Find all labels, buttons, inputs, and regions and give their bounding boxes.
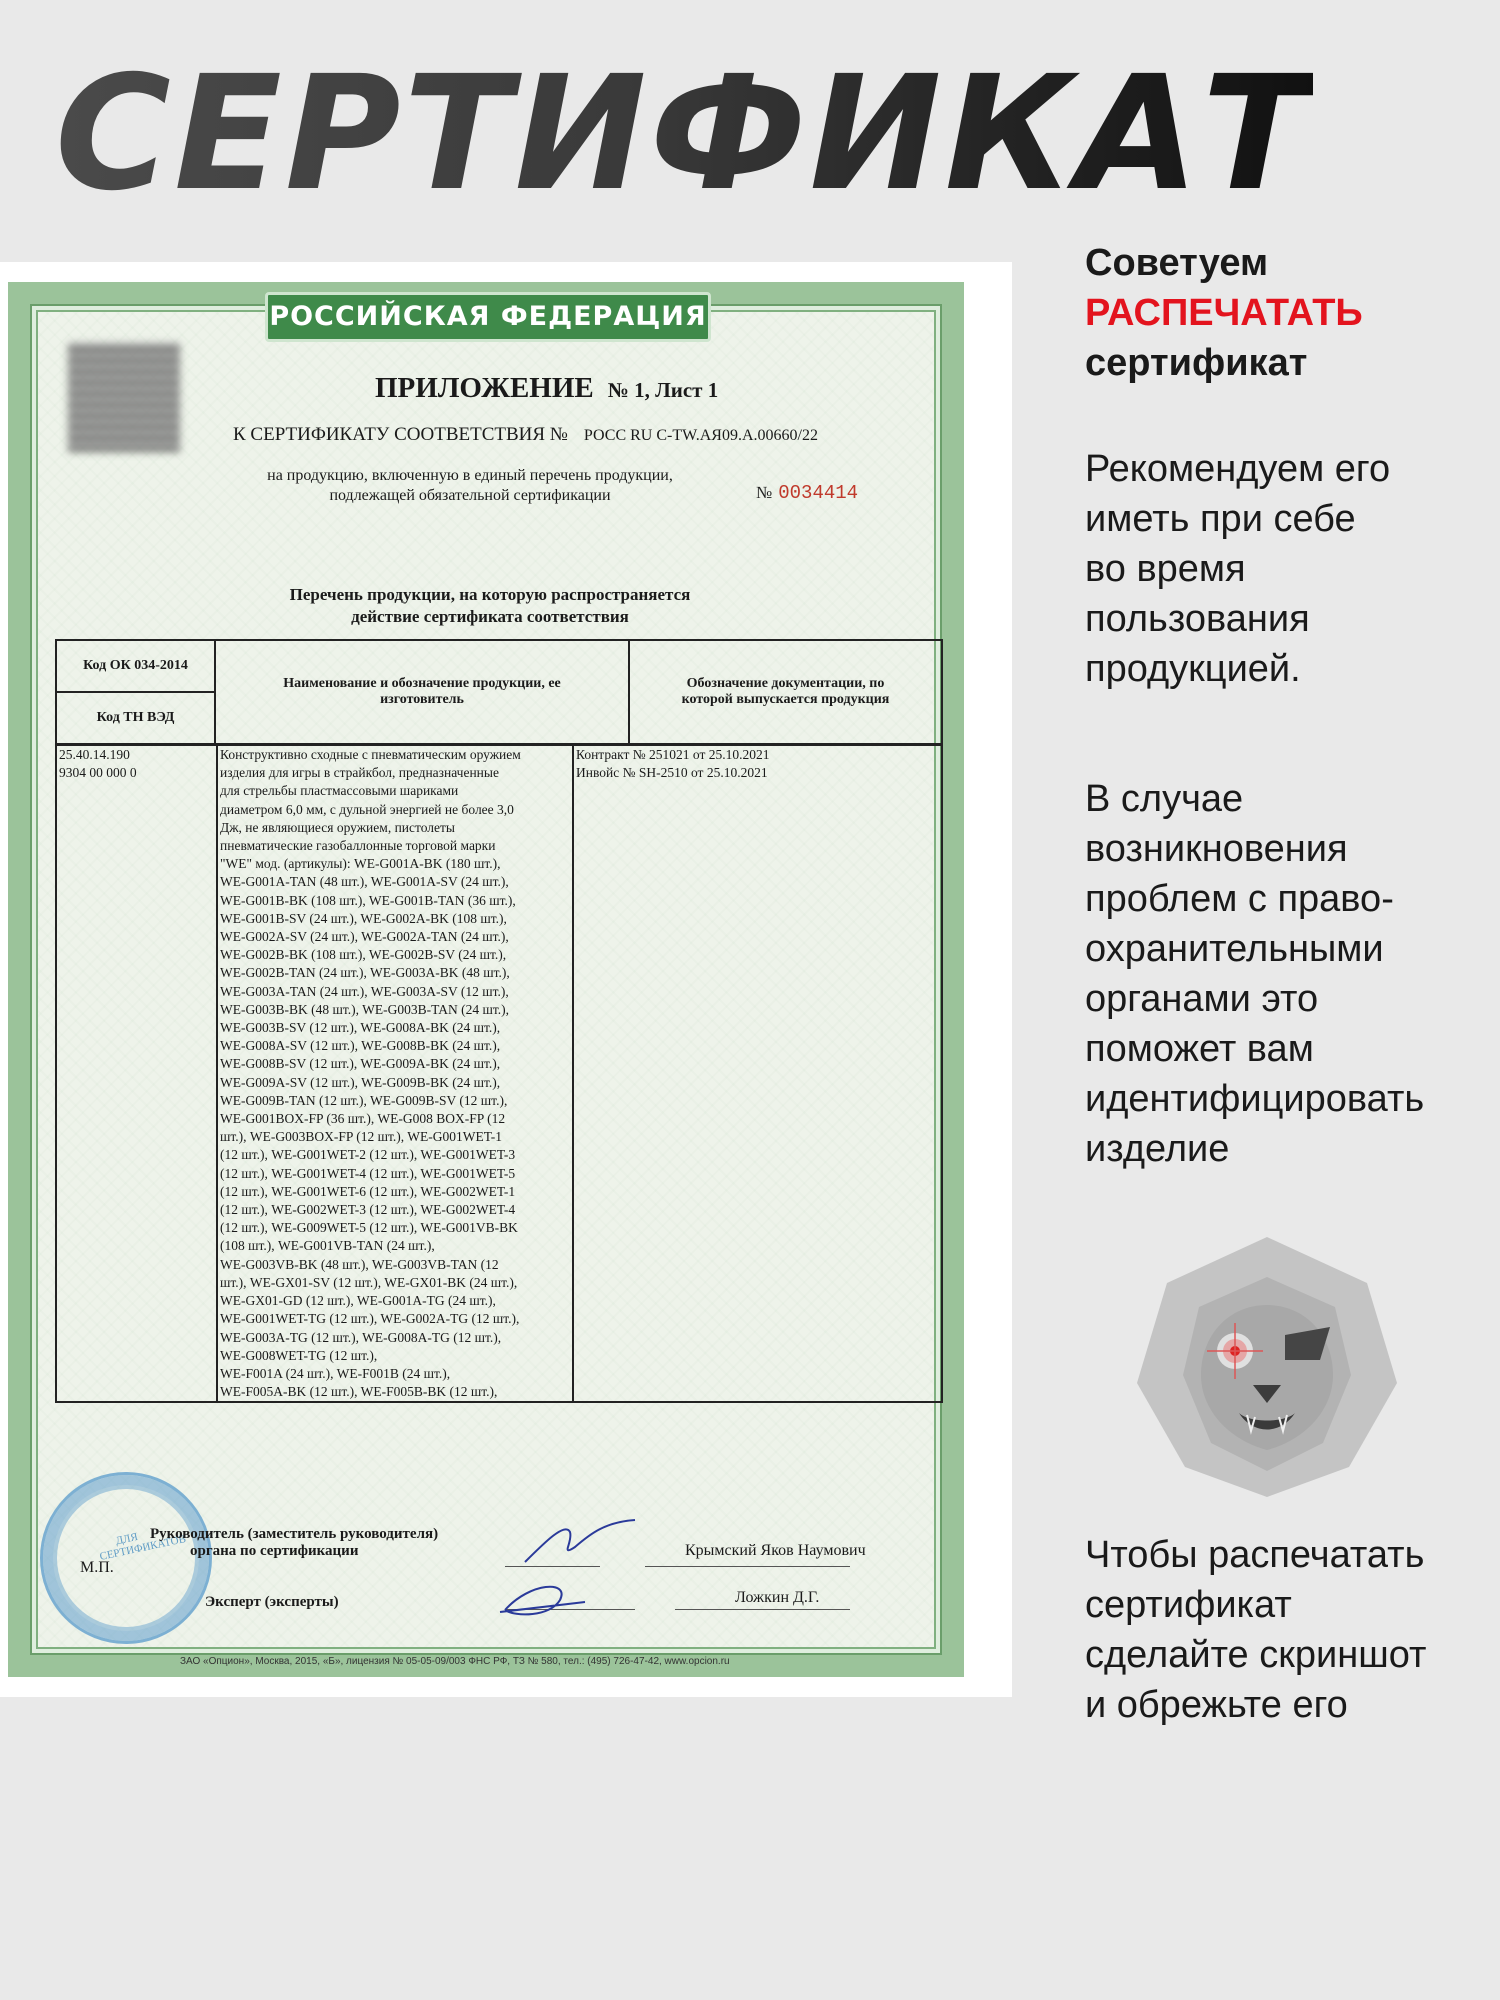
product-line: диаметром 6,0 мм, с дульной энергией не более 3,0 — [220, 801, 514, 817]
product-line: Конструктивно сходные с пневматическим оружием — [220, 747, 521, 762]
certificate-reference-label: К СЕРТИФИКАТУ СООТВЕТСТВИЯ № — [233, 424, 568, 445]
header-code-ok: Код ОК 034-2014 — [56, 640, 215, 692]
document-invoice: Инвойс № SH-2510 от 25.10.2021 — [576, 765, 768, 781]
certificate-banner: РОССИЙСКАЯ ФЕДЕРАЦИЯ — [265, 292, 711, 342]
head-sign-label — [150, 1526, 438, 1560]
appendix-title — [375, 372, 718, 405]
police-line: идентифицировать — [1085, 1078, 1425, 1120]
certificate-image — [0, 262, 1012, 1697]
certificate-frame — [8, 282, 964, 1677]
serial-number-value: 0034414 — [778, 482, 859, 504]
advice-block-screenshot — [1085, 1530, 1495, 1730]
expert-signature-icon — [490, 1572, 600, 1622]
expert-label: Эксперт (эксперты) — [205, 1594, 339, 1610]
appendix-title-text: ПРИЛОЖЕНИЕ — [375, 372, 594, 404]
head-sign-label-line-2: органа по сертификации — [190, 1543, 359, 1559]
page-headline: СЕРТИФИКАТ — [55, 42, 1313, 226]
product-scope-line-1: на продукцию, включенную в единый перечень продукции, — [267, 467, 673, 484]
product-line: Дж, не являющиеся оружием, пистолеты — [220, 819, 456, 835]
product-line: (12 шт.), WE-G001WET-4 (12 шт.), WE-G001WET-5 — [220, 1165, 516, 1181]
document-contract: Контракт № 251021 от 25.10.2021 — [576, 747, 770, 762]
product-line: WE-G009B-TAN (12 шт.), WE-G009B-SV (12 шт.), — [220, 1092, 508, 1108]
advice-block-carry — [1085, 444, 1495, 694]
product-line: WE-G008A-SV (12 шт.), WE-G008B-BK (24 шт.), — [220, 1038, 501, 1054]
product-line: (12 шт.), WE-G009WET-5 (12 шт.), WE-G001VB-BK — [220, 1220, 518, 1236]
advice-block-police — [1085, 774, 1495, 1174]
police-line: органами это — [1085, 978, 1319, 1020]
product-line: шт.), WE-G003BOX-FP (12 шт.), WE-G001WET-1 — [220, 1129, 503, 1145]
police-line: В случае — [1085, 778, 1244, 820]
list-title-line-1: Перечень продукции, на которую распространяется — [289, 585, 691, 604]
police-line: изделие — [1085, 1128, 1230, 1170]
certificate-footer: ЗАО «Опцион», Москва, 2015, «Б», лицензия № 05-05-09/003 ФНС РФ, ТЗ № 580, тел.: (495) 726-47-42, www.opcion.ru — [180, 1656, 730, 1667]
header-doc-column: Обозначение документации, по которой выпускается продукция — [629, 640, 942, 744]
header-name-column: Наименование и обозначение продукции, ее изготовитель — [215, 640, 629, 744]
screenshot-line: сделайте скриншот — [1085, 1634, 1427, 1676]
carry-line: Рекомендуем его — [1085, 448, 1391, 490]
product-line: WE-G002B-TAN (24 шт.), WE-G003A-BK (48 шт.), — [220, 965, 510, 981]
product-line: WE-G003A-TAN (24 шт.), WE-G003A-SV (12 шт.), — [220, 983, 509, 999]
header-code-tnved: Код ТН ВЭД — [56, 692, 215, 744]
product-line: шт.), WE-GX01-SV (12 шт.), WE-GX01-BK (24 шт.), — [220, 1274, 518, 1290]
code-ok-value: 25.40.14.190 — [59, 747, 130, 762]
qr-code-icon — [68, 342, 180, 452]
police-line: охранительными — [1085, 928, 1384, 970]
product-line: WE-GX01-GD (12 шт.), WE-G001A-TG (24 шт.), — [220, 1293, 496, 1309]
advice-print-highlight: РАСПЕЧАТАТЬ — [1085, 292, 1363, 334]
appendix-sheet: № 1, Лист 1 — [607, 378, 719, 402]
carry-line: пользования — [1085, 598, 1310, 640]
police-line: поможет вам — [1085, 1028, 1314, 1070]
product-line: изделия для игры в страйкбол, предназначенные — [220, 765, 499, 781]
serial-number — [756, 482, 858, 504]
product-line: (12 шт.), WE-G001WET-6 (12 шт.), WE-G002WET-1 — [220, 1183, 516, 1199]
product-line: WE-G002B-BK (108 шт.), WE-G002B-SV (24 шт.), — [220, 947, 507, 963]
product-line: WE-G009A-SV (12 шт.), WE-G009B-BK (24 шт.), — [220, 1074, 501, 1090]
product-line: "WE" мод. (артикулы): WE-G001A-BK (180 шт.), — [220, 856, 501, 872]
product-line: WE-G002A-SV (24 шт.), WE-G002A-TAN (24 шт.), — [220, 929, 509, 945]
product-line: WE-G008B-SV (12 шт.), WE-G009A-BK (24 шт.), — [220, 1056, 501, 1072]
product-line: WE-G001WET-TG (12 шт.), WE-G002A-TG (12 шт.), — [220, 1311, 520, 1327]
product-line: WE-G001B-BK (108 шт.), WE-G001B-TAN (36 шт.), — [220, 892, 516, 908]
carry-line: во время — [1085, 548, 1246, 590]
product-line: WE-G008WET-TG (12 шт.), — [220, 1347, 378, 1363]
table-header — [55, 639, 943, 745]
product-line: WE-G003VB-BK (48 шт.), WE-G003VB-TAN (12 — [220, 1256, 499, 1272]
product-description-cell — [217, 745, 573, 1402]
screenshot-line: Чтобы распечатать — [1085, 1534, 1425, 1576]
police-line: проблем с право- — [1085, 878, 1394, 920]
product-line: WE-G003B-SV (12 шт.), WE-G008A-BK (24 шт.), — [220, 1020, 501, 1036]
advice-line-3: сертификат — [1085, 342, 1308, 384]
advice-block-print — [1085, 238, 1495, 388]
certificate-number: РОСС RU С-TW.АЯ09.А.00660/22 — [583, 427, 818, 444]
product-line: WE-G003A-TG (12 шт.), WE-G008A-TG (12 шт.), — [220, 1329, 502, 1345]
serial-prefix: № — [756, 483, 773, 502]
product-line: (12 шт.), WE-G002WET-3 (12 шт.), WE-G002WET-4 — [220, 1202, 516, 1218]
product-line: WE-G001B-SV (24 шт.), WE-G002A-BK (108 шт.), — [220, 910, 507, 926]
stamp-text: ДЛЯ СЕРТИФИКАТОВ — [98, 1530, 188, 1563]
product-line: (12 шт.), WE-G001WET-2 (12 шт.), WE-G001WET-3 — [220, 1147, 516, 1163]
list-title — [190, 584, 790, 628]
product-table — [55, 744, 943, 1403]
product-line: пневматические газобаллонные торговой марки — [220, 838, 496, 854]
head-name: Крымский Яков Наумович — [685, 1542, 866, 1559]
expert-name-line — [675, 1609, 850, 1610]
carry-line: иметь при себе — [1085, 498, 1356, 540]
lion-head-logo-icon — [1135, 1235, 1400, 1500]
seal-place-label: М.П. — [80, 1559, 114, 1576]
product-line: (108 шт.), WE-G001VB-TAN (24 шт.), — [220, 1238, 435, 1254]
head-signature-icon — [515, 1512, 645, 1572]
product-scope-line-2: подлежащей обязательной сертификации — [329, 487, 611, 504]
carry-line: продукцией. — [1085, 648, 1301, 690]
product-scope — [190, 466, 750, 506]
head-sign-label-line-1: Руководитель (заместитель руководителя) — [150, 1526, 439, 1542]
documents-cell — [573, 745, 942, 1402]
product-line: WE-G003B-BK (48 шт.), WE-G003B-TAN (24 шт.), — [220, 1001, 510, 1017]
product-line: WE-F001A (24 шт.), WE-F001B (24 шт.), — [220, 1365, 451, 1381]
screenshot-line: и обрежьте его — [1085, 1684, 1348, 1726]
product-line: для стрельбы пластмассовыми шариками — [220, 783, 459, 799]
codes-cell — [56, 745, 217, 1402]
product-line: WE-F005A-BK (12 шт.), WE-F005B-BK (12 шт.), — [220, 1384, 498, 1400]
head-name-line — [645, 1566, 850, 1567]
screenshot-line: сертификат — [1085, 1584, 1292, 1626]
list-title-line-2: действие сертификата соответствия — [351, 607, 629, 626]
expert-name: Ложкин Д.Г. — [735, 1589, 820, 1606]
advice-line-1: Советуем — [1085, 242, 1269, 284]
certificate-reference — [233, 424, 818, 446]
code-tnved-value: 9304 00 000 0 — [59, 765, 137, 781]
product-line: WE-G001BOX-FP (36 шт.), WE-G008 BOX-FP (12 — [220, 1111, 506, 1127]
product-line: WE-G001A-TAN (48 шт.), WE-G001A-SV (24 шт.), — [220, 874, 509, 890]
police-line: возникновения — [1085, 828, 1348, 870]
